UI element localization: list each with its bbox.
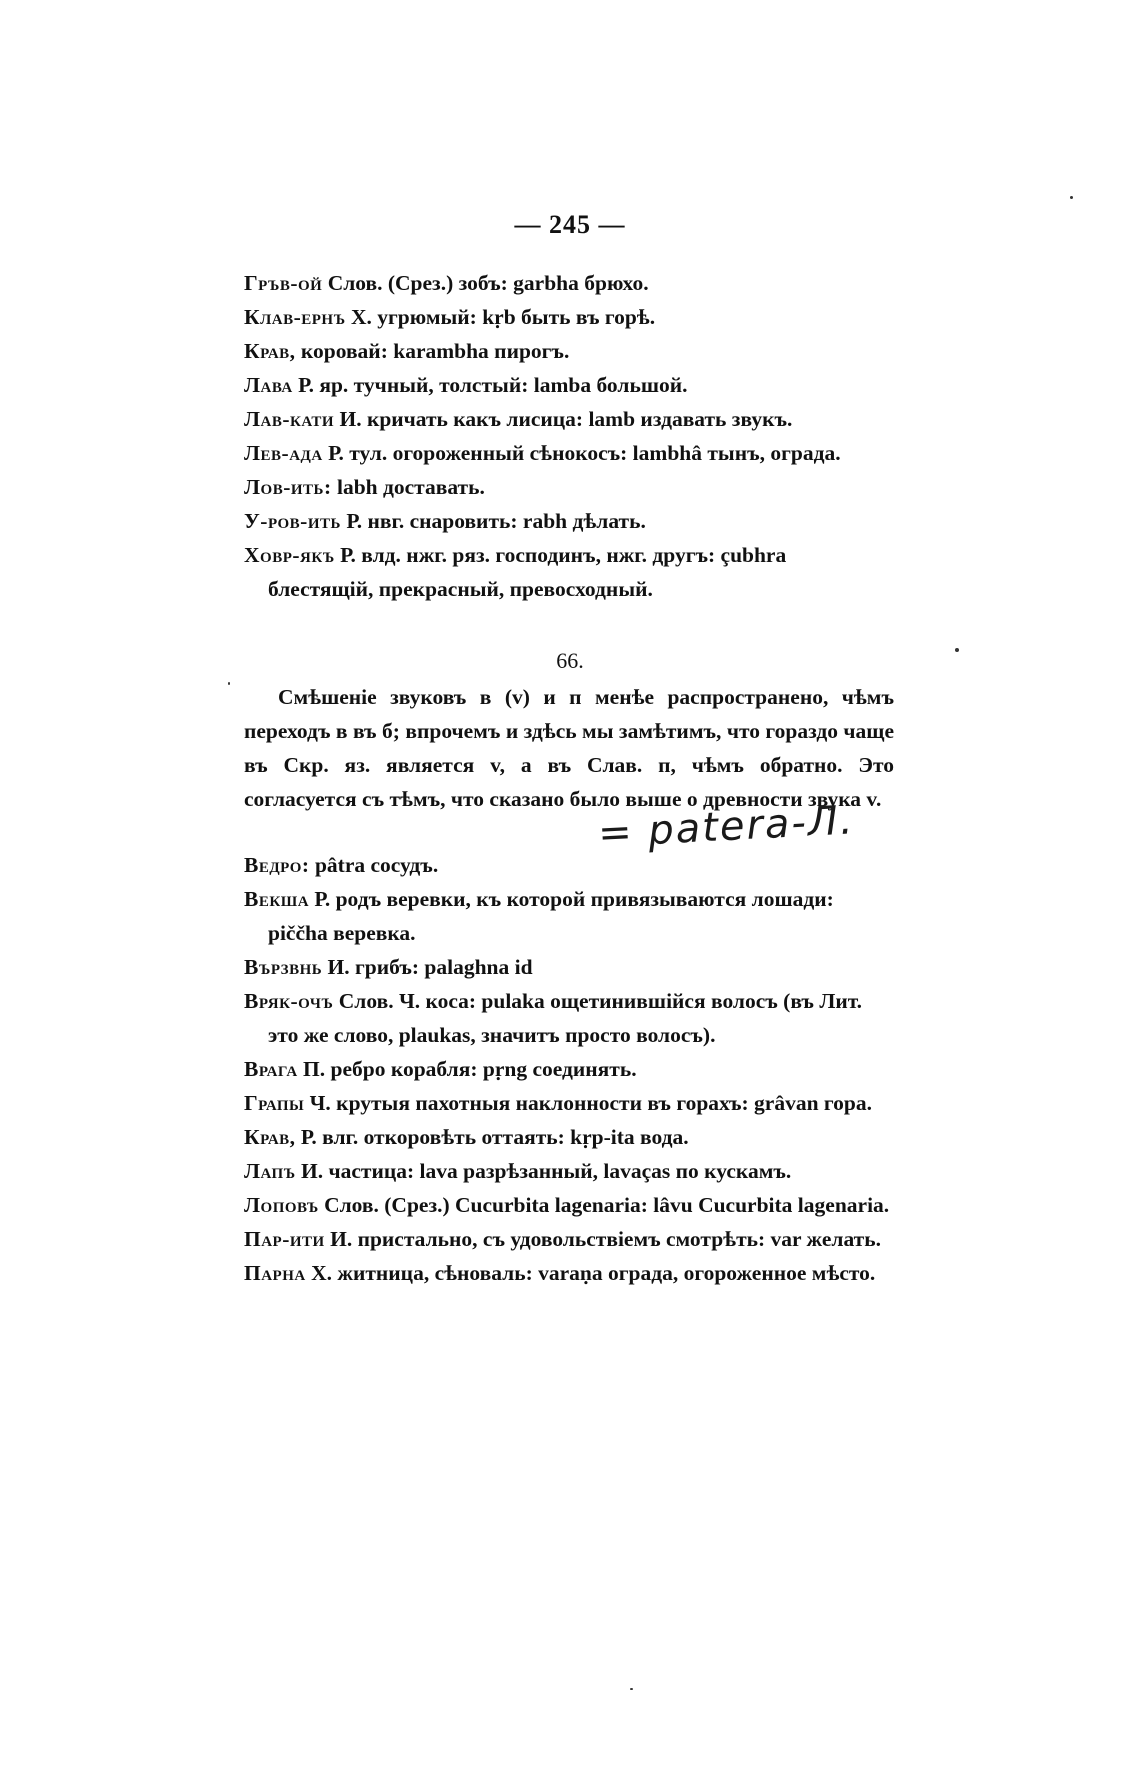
- entry-headword: Парна: [244, 1261, 306, 1285]
- dictionary-entry: [244, 334, 894, 368]
- dictionary-entry: [244, 300, 894, 334]
- dictionary-entry: [244, 402, 894, 436]
- entry-headword: Векша: [244, 887, 310, 911]
- dictionary-entry: [244, 1120, 894, 1154]
- entry-text: pâtra сосудъ.: [309, 853, 439, 877]
- dictionary-entry: [244, 848, 894, 882]
- scan-speck: [228, 682, 230, 685]
- entry-text: Р. нвг. снаровить: rabh дѣлать.: [340, 509, 646, 533]
- dictionary-entry: [244, 1188, 894, 1222]
- entry-list-top: [244, 266, 894, 606]
- dictionary-entry: [244, 538, 894, 606]
- entry-text: коровай: karambha пирогъ.: [295, 339, 570, 363]
- entry-list-bottom: [244, 848, 894, 1290]
- dictionary-entry: [244, 1256, 894, 1290]
- entry-headword: Ведро:: [244, 853, 310, 877]
- entry-headword: Вързвнь: [244, 955, 323, 979]
- dictionary-entry: [244, 1154, 894, 1188]
- entry-headword: Лоповъ: [244, 1193, 319, 1217]
- entry-text: Р. яр. тучный, толстый: lamba большой.: [292, 373, 688, 397]
- entry-headword: Лапъ: [244, 1159, 296, 1183]
- dictionary-entry: [244, 950, 894, 984]
- entry-text: Слов. (Срез.) зобъ: garbha брюхо.: [322, 271, 649, 295]
- entry-headword: Лов-ить:: [244, 475, 332, 499]
- dictionary-entry: [244, 984, 894, 1052]
- entry-headword: Крав,: [244, 339, 296, 363]
- section-number: 66.: [556, 648, 584, 673]
- dictionary-entry: [244, 1052, 894, 1086]
- entry-headword: Врага: [244, 1057, 298, 1081]
- scan-speck: [630, 1688, 633, 1690]
- entry-headword: Грапы: [244, 1091, 305, 1115]
- entry-text: Слов. (Срез.) Cucurbita lagenaria: lâvu Cucurbita lagenaria.: [318, 1193, 890, 1217]
- entry-text: Р. влг. откоровѣть оттаять: kṛp-ita вода.: [295, 1125, 689, 1149]
- entry-headword: Лав-кати: [244, 407, 335, 431]
- entry-headword: Пар-ити: [244, 1227, 325, 1251]
- entry-text: И. кричать какъ лисица: lamb издавать звукъ.: [334, 407, 793, 431]
- dictionary-entry: [244, 1222, 894, 1256]
- dictionary-entry: [244, 368, 894, 402]
- dictionary-entry: [244, 882, 894, 950]
- entry-text: Х. житница, сѣноваль: varaṇa ограда, огороженное мѣсто.: [305, 1261, 876, 1285]
- entry-text: Р. влд. нжг. ряз. господинъ, нжг. другъ: çubhra блестящій, прекрасный, превосходный.: [268, 543, 787, 601]
- entry-headword: У-ров-ить: [244, 509, 341, 533]
- entry-headword: Лев-ада: [244, 441, 323, 465]
- entry-text: И. пристально, съ удовольствіемъ смотрѣть: var желать.: [324, 1227, 881, 1251]
- dictionary-entry: [244, 504, 894, 538]
- entry-text: П. ребро корабля: pṛng соединять.: [297, 1057, 637, 1081]
- entry-headword: Вряк-очъ: [244, 989, 334, 1013]
- entry-text: Ч. крутыя пахотныя наклонности въ горахъ: grâvan гора.: [304, 1091, 872, 1115]
- entry-headword: Ховр-якъ: [244, 543, 335, 567]
- dictionary-entry: [244, 436, 894, 470]
- dictionary-entry: [244, 1086, 894, 1120]
- entry-text: Р. родъ веревки, къ которой привязываются лошади: piččha веревка.: [268, 887, 834, 945]
- page-number-header: — 245 —: [514, 210, 626, 239]
- entry-headword: Крав,: [244, 1125, 296, 1149]
- entry-headword: Гръв-ой: [244, 271, 323, 295]
- entry-headword: Клав-ернъ: [244, 305, 346, 329]
- dictionary-entry: [244, 266, 894, 300]
- section-paragraph: Смѣшеніе звуковъ в (v) и п менѣе распространено, чѣмъ переходъ в въ б; впрочемъ и здѣсь мы замѣтимъ, что гораздо чаще въ Скр. яз. является v, а въ Слав. п, чѣмъ обратно. Это согласуется съ тѣмъ, что сказано было выше о древности звука v.: [244, 685, 894, 811]
- scan-speck: [955, 648, 959, 652]
- entry-text: И. грибъ: palaghna id: [322, 955, 533, 979]
- scan-speck: [1070, 196, 1073, 199]
- entry-text: И. частица: lava разрѣзанный, lavaças по кускамъ.: [295, 1159, 792, 1183]
- entry-text: labh доставать.: [331, 475, 485, 499]
- dictionary-entry: [244, 470, 894, 504]
- entry-text: Р. тул. огороженный сѣнокосъ: lambhâ тынъ, ограда.: [322, 441, 841, 465]
- entry-headword: Лава: [244, 373, 293, 397]
- handwritten-annotation: = patera-Л.: [596, 797, 856, 857]
- entry-text: Слов. Ч. коса: pulaka ощетинившійся волосъ (въ Лит. это же слово, plaukas, значитъ просто волосъ).: [268, 989, 863, 1047]
- entry-text: Х. угрюмый: kṛb быть въ горѣ.: [345, 305, 656, 329]
